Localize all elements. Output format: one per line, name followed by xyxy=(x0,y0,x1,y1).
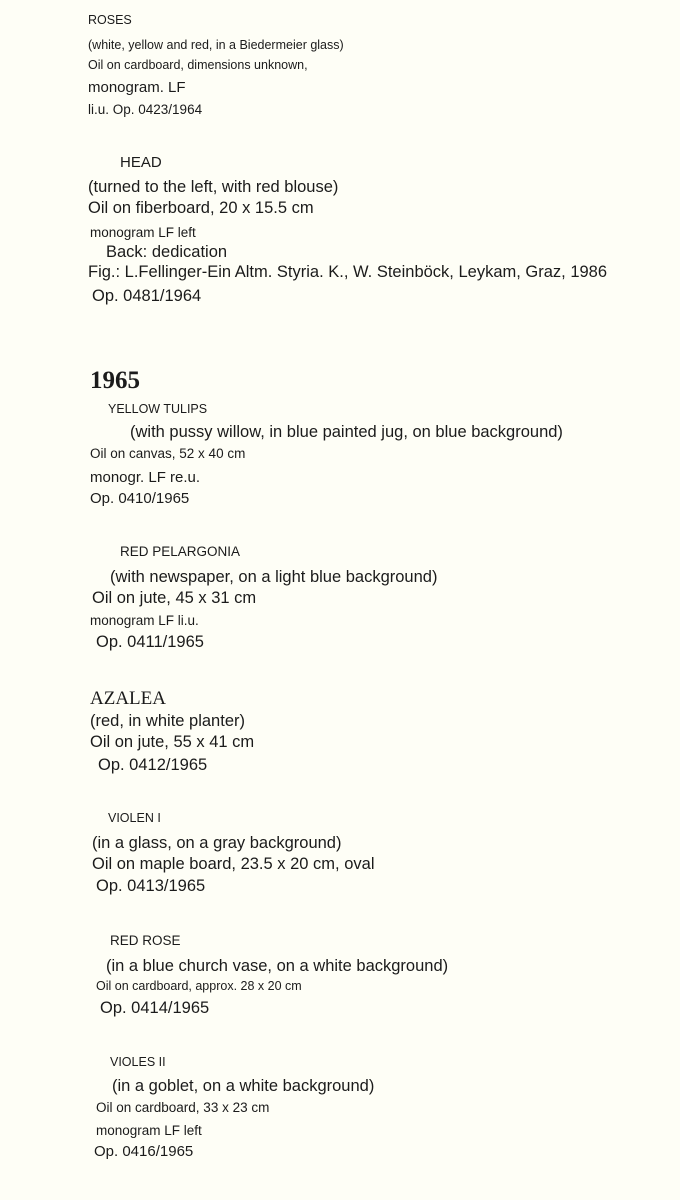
entry-description: (in a glass, on a gray background) xyxy=(92,834,342,852)
entry-description: (with newspaper, on a light blue background) xyxy=(110,568,438,586)
entry-description: (turned to the left, with red blouse) xyxy=(88,178,339,196)
year-heading: 1965 xyxy=(90,367,140,394)
entry-description: (red, in white planter) xyxy=(90,712,245,730)
entry-title: RED PELARGONIA xyxy=(120,544,241,559)
entry-signature: monogram LF left xyxy=(90,225,196,240)
entry-signature: monogr. LF re.u. xyxy=(90,469,201,486)
entry-opus: Op. 0411/1965 xyxy=(96,633,204,651)
entry-medium: Oil on maple board, 23.5 x 20 cm, oval xyxy=(92,855,375,873)
entry-title: RED ROSE xyxy=(110,933,181,948)
entry-signature: monogram. LF xyxy=(88,79,186,96)
entry-signature: monogram LF li.u. xyxy=(90,613,199,628)
entry-description: (with pussy willow, in blue painted jug, on blue background) xyxy=(130,423,563,441)
entry-medium: Oil on cardboard, approx. 28 x 20 cm xyxy=(96,979,302,993)
entry-figure: Fig.: L.Fellinger-Ein Altm. Styria. K., W. Steinböck, Leykam, Graz, 1986 xyxy=(88,263,608,281)
entry-medium: Oil on cardboard, 33 x 23 cm xyxy=(96,1100,270,1115)
entry-description: (in a goblet, on a white background) xyxy=(112,1077,375,1095)
entry-opus: Op. 0414/1965 xyxy=(100,999,210,1017)
entry-title: HEAD xyxy=(120,154,162,171)
entry-back: Back: dedication xyxy=(106,243,228,261)
entry-title: YELLOW TULIPS xyxy=(108,402,208,416)
entry-medium: Oil on cardboard, dimensions unknown, xyxy=(88,58,308,72)
entry-signature: monogram LF left xyxy=(96,1123,202,1138)
entry-title: AZALEA xyxy=(90,688,166,709)
entry-medium: Oil on canvas, 52 x 40 cm xyxy=(90,446,246,461)
entry-opus: Op. 0410/1965 xyxy=(90,490,190,507)
entry-description: (white, yellow and red, in a Biedermeier glass) xyxy=(88,38,344,52)
entry-medium: Oil on jute, 45 x 31 cm xyxy=(92,589,257,607)
entry-title: ROSES xyxy=(88,13,132,27)
entry-title: VIOLEN I xyxy=(108,811,161,825)
entry-opus: Op. 0481/1964 xyxy=(92,287,202,305)
entry-title: VIOLES II xyxy=(110,1055,166,1069)
entry-description: (in a blue church vase, on a white background) xyxy=(106,957,449,975)
entry-opus: li.u. Op. 0423/1964 xyxy=(88,102,203,117)
entry-opus: Op. 0416/1965 xyxy=(94,1143,194,1160)
entry-opus: Op. 0412/1965 xyxy=(98,756,208,774)
entry-medium: Oil on fiberboard, 20 x 15.5 cm xyxy=(88,199,314,217)
entry-opus: Op. 0413/1965 xyxy=(96,877,206,895)
entry-medium: Oil on jute, 55 x 41 cm xyxy=(90,733,255,751)
